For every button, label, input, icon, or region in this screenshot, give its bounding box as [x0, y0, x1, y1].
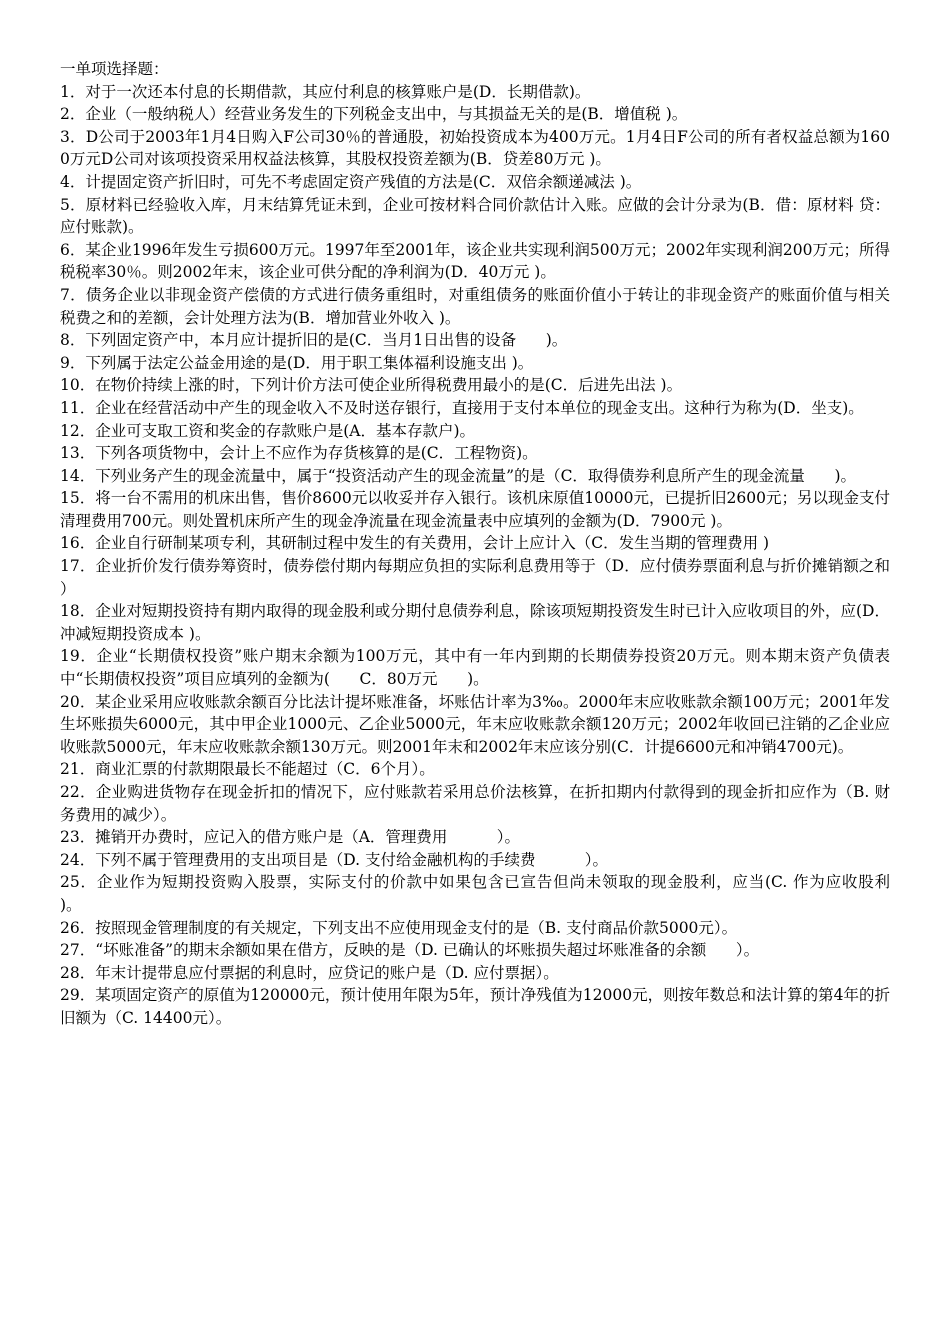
- question-13: 13．下列各项货物中，会计上不应作为存货核算的是(C．工程物资)。: [60, 444, 538, 463]
- question-11: 11．企业在经营活动中产生的现金收入不及时送存银行，直接用于支付本单位的现金支出。这种行为称为(D．坐支)。: [60, 398, 864, 417]
- question-18: 18．企业对短期投资持有期内取得的现金股利或分期付息债券利息，除该项短期投资发生时已计入应收项目的外，应(D．冲减短期投资成本 )。: [60, 602, 890, 643]
- question-23: 23．摊销开办费时，应记入的借方账户是（A．管理费用 ）。: [60, 828, 520, 847]
- question-4: 4．计提固定资产折旧时，可先不考虑固定资产残值的方法是(C．双倍余额递减法 )。: [60, 172, 642, 191]
- question-29: 29．某项固定资产的原值为120000元，预计使用年限为5年，预计净残值为12000元，则按年数总和法计算的第4年的折旧额为（C. 14400元）。: [60, 986, 890, 1027]
- question-10: 10．在物价持续上涨的时，下列计价方法可使企业所得税费用最小的是(C．后进先出法 )。: [60, 376, 683, 395]
- question-8: 8．下列固定资产中，本月应计提折旧的是(C．当月1日出售的设备 )。: [60, 331, 568, 350]
- question-9: 9．下列属于法定公益金用途的是(D．用于职工集体福利设施支出 )。: [60, 353, 534, 372]
- question-21: 21．商业汇票的付款期限最长不能超过（C．6个月）。: [60, 760, 435, 779]
- question-16: 16．企业自行研制某项专利，其研制过程中发生的有关费用，会计上应计入（C．发生当期的管理费用 ): [60, 534, 770, 553]
- question-19: 19．企业“长期债权投资”账户期末余额为100万元，其中有一年内到期的长期债券投资20万元。则本期末资产负债表中“长期债权投资”项目应填列的金额为( C．80万元 )。: [60, 647, 890, 689]
- question-24: 24．下列不属于管理费用的支出项目是（D. 支付给金融机构的手续费 ）。: [60, 850, 608, 869]
- question-27: 27．“坏账准备”的期末余额如果在借方，反映的是（D. 已确认的坏账损失超过坏账准备的余额 ）。: [60, 941, 760, 960]
- question-5: 5．原材料已经验收入库，月末结算凭证未到，企业可按材料合同价款估计入账。应做的会计分录为(B．借：原材料 贷：应付账款)。: [60, 195, 890, 237]
- document-body: [60, 58, 940, 1030]
- question-7: 7．债务企业以非现金资产偿债的方式进行债务重组时，对重组债务的账面价值小于转让的非现金资产的账面价值与相关税费之和的差额，会计处理方法为(B．增加营业外收入 )。: [60, 285, 890, 327]
- question-28: 28．年末计提带息应付票据的利息时，应贷记的账户是（D. 应付票据）。: [60, 963, 559, 982]
- question-2: 2．企业（一般纳税人）经营业务发生的下列税金支出中，与其损益无关的是(B．增值税 )。: [60, 105, 688, 124]
- question-3: 3．D公司于2003年1月4日购入F公司30％的普通股，初始投资成本为400万元。1月4日F公司的所有者权益总额为1600万元D公司对该项投资采用权益法核算，其股权投资差额为(B．贷差80万元 )。: [60, 127, 890, 169]
- question-14: 14．下列业务产生的现金流量中，属于“投资活动产生的现金流量”的是（C．取得债券利息所产生的现金流量 )。: [60, 466, 857, 485]
- question-1: 1．对于一次还本付息的长期借款，其应付利息的核算账户是(D．长期借款)。: [60, 82, 591, 101]
- question-17: 17．企业折价发行债券筹资时，债券偿付期内每期应负担的实际利息费用等于（D．应付债券票面利息与折价摊销额之和 ）: [60, 557, 895, 598]
- question-15: 15．将一台不需用的机床出售，售价8600元以收妥并存入银行。该机床原值10000元，已提折旧2600元；另以现金支付清理费用700元。则处置机床所产生的现金净流量在现金流量表中应填列的金额为(D．7900元 )。: [60, 489, 890, 530]
- question-26: 26．按照现金管理制度的有关规定，下列支出不应使用现金支付的是（B. 支付商品价款5000元）。: [60, 918, 738, 937]
- question-22: 22．企业购进货物存在现金折扣的情况下，应付账款若采用总价法核算，在折扣期内付款得到的现金折扣应作为（B. 财务费用的减少）。: [60, 783, 890, 824]
- question-20: 20．某企业采用应收账款余额百分比法计提坏账准备，坏账估计率为3‰。2000年末应收账款余额100万元；2001年发生坏账损失6000元，其中甲企业1000元、乙企业5000元，年末应收账款余额120万元；2002年收回已注销的乙企业应收账款5000元，年末应收账款余额130万元。则2001年末和2002年末应该分别(C．计提6600元和冲销4700元)。: [60, 692, 890, 756]
- question-12: 12．企业可支取工资和奖金的存款账户是(A．基本存款户)。: [60, 421, 476, 440]
- section-title: 一单项选择题：: [60, 60, 169, 78]
- question-25: 25．企业作为短期投资购入股票，实际支付的价款中如果包含已宣告但尚未领取的现金股利，应当(C. 作为应收股利 )。: [60, 873, 940, 914]
- question-6: 6．某企业1996年发生亏损600万元。1997年至2001年，该企业共实现利润500万元；2002年实现利润200万元；所得税税率30％。则2002年末，该企业可供分配的净利润为(D．40万元 )。: [60, 240, 890, 282]
